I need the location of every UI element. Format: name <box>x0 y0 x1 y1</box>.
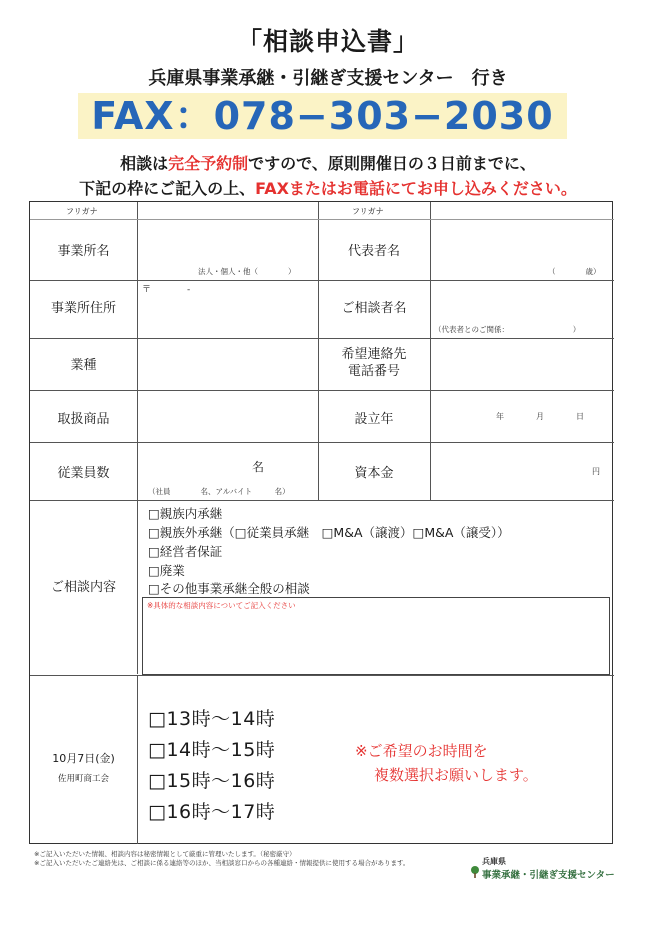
contact-label-line: 希望連絡先 <box>341 347 407 362</box>
postal-mark: 〒 - <box>142 285 191 295</box>
grid-line <box>30 338 614 339</box>
date-note: 年 月 日 <box>496 412 584 421</box>
relation-note: （代表者とのご関係： ） <box>434 325 581 334</box>
age-note: （ 歳） <box>548 267 601 276</box>
grid-line <box>430 202 431 500</box>
products-label: 取扱商品 <box>57 412 110 427</box>
option-item[interactable]: □廃業 <box>148 563 185 578</box>
privacy-note: ※ご記入いただいた情報、相談内容は秘密情報として厳重に管理いたします。（秘密厳守） <box>34 850 296 858</box>
industry-label: 業種 <box>70 358 97 373</box>
furigana-label: フリガナ <box>66 207 98 216</box>
capital-label: 資本金 <box>354 466 394 481</box>
representative-label: 代表者名 <box>347 244 400 259</box>
consultant-label: ご相談者名 <box>341 301 407 316</box>
destination-line: 兵庫県事業承継・引継ぎ支援センター 行き <box>148 68 508 89</box>
event-date: 10月7日(金) <box>52 752 115 765</box>
notice-text: ですので、原則開催日の３日前までに、 <box>248 154 536 173</box>
employees-unit: 名 <box>252 460 265 474</box>
business-type-note: 法人・個人・他（ ） <box>198 267 296 276</box>
logo-prefecture: 兵庫県 <box>482 857 506 866</box>
option-item[interactable]: □その他事業承継全般の相談 <box>148 581 310 596</box>
notice-emphasis: FAXまたはお電話にてお申し込みください。 <box>255 179 577 198</box>
address-label: 事業所住所 <box>50 301 116 316</box>
notice-line-1 <box>0 151 656 174</box>
option-item[interactable]: □経営者保証 <box>148 544 223 559</box>
contact-label-line: 電話番号 <box>347 364 400 379</box>
detail-textarea[interactable] <box>142 597 610 675</box>
notice-text: 相談は <box>120 154 169 173</box>
time-slot-option[interactable]: □15時〜16時 <box>148 770 276 792</box>
center-logo <box>468 856 615 881</box>
time-slot-option[interactable]: □16時〜17時 <box>148 801 276 823</box>
request-note-line: 複数選択お願いします。 <box>374 766 538 784</box>
contact-phone-label <box>318 346 430 380</box>
detail-placeholder: ※具体的な相談内容についてご記入ください <box>147 601 296 610</box>
contact-use-note: ※ご記入いただいたご連絡先は、ご相談に係る連絡等のほか、当相談窓口からの各種連絡・情報提供に使用する場合があります。 <box>34 859 410 867</box>
venue-label: 佐用町商工会 <box>57 774 109 784</box>
notice-emphasis: 完全予約制 <box>168 154 249 173</box>
grid-line <box>30 675 614 676</box>
fax-number: FAX：078−303−2030 <box>91 94 554 138</box>
grid-line <box>30 390 614 391</box>
employees-label: 従業員数 <box>57 466 110 481</box>
notice-line-2 <box>0 176 656 199</box>
grid-line <box>30 219 614 220</box>
logo-center-name: 事業承継・引継ぎ支援センター <box>482 870 615 881</box>
request-note-line: ※ご希望のお時間を <box>355 742 488 760</box>
page-title: 「相談申込書」 <box>236 27 419 56</box>
time-slot-option[interactable]: □13時〜14時 <box>148 708 276 730</box>
grid-line <box>30 442 614 443</box>
consult-content-label: ご相談内容 <box>50 580 116 595</box>
grid-line <box>137 676 138 844</box>
application-form <box>29 201 613 844</box>
option-item[interactable]: □親族内承継 <box>148 506 223 521</box>
furigana-label: フリガナ <box>352 207 384 216</box>
option-item[interactable]: □親族外承継（□従業員承継 □M&A（譲渡）□M&A（譲受）） <box>148 525 510 540</box>
grid-line <box>30 280 614 281</box>
employees-note: （社員 名、アルバイト 名） <box>148 487 290 496</box>
business-name-label: 事業所名 <box>57 244 110 259</box>
grid-line <box>137 202 138 674</box>
established-label: 設立年 <box>354 412 394 427</box>
grid-line <box>30 500 614 501</box>
notice-text: 下記の枠にご記入の上、 <box>79 179 256 198</box>
time-slot-option[interactable]: □14時〜15時 <box>148 739 276 761</box>
capital-unit: 円 <box>592 467 600 476</box>
